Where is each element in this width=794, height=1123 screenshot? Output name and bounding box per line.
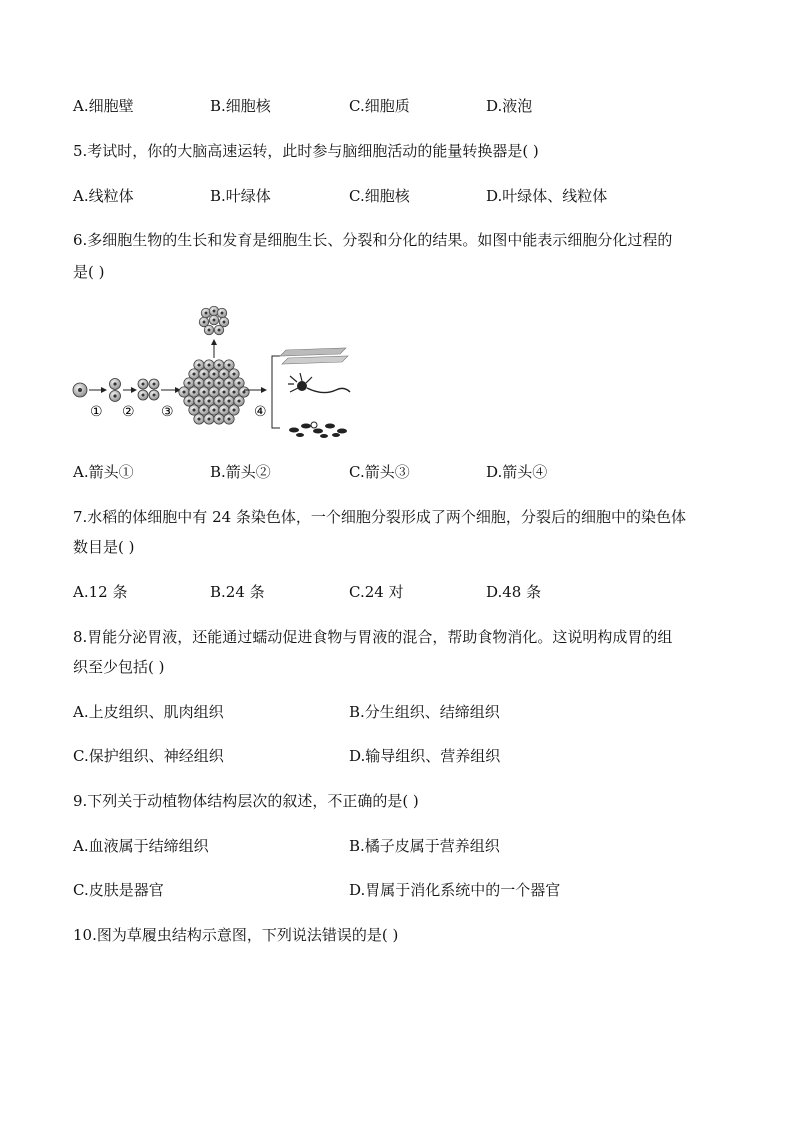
q5-option-b: B.叶绿体 xyxy=(210,187,271,205)
q6-option-a: A.箭头① xyxy=(73,463,134,481)
cell-nucleus xyxy=(223,321,226,324)
q10-stem: 10.图为草履虫结构示意图，下列说法错误的是( ) xyxy=(73,926,399,944)
cell-nucleus xyxy=(192,408,195,411)
q8-option-d: D.输导组织、营养组织 xyxy=(349,747,501,765)
cell-nucleus xyxy=(192,372,195,375)
cell-nucleus xyxy=(187,381,190,384)
label-1: ① xyxy=(90,404,103,420)
q6-stem-line2: 是( ) xyxy=(73,263,105,281)
cell-nucleus xyxy=(213,319,216,322)
q6-option-b: B.箭头② xyxy=(210,463,271,481)
cell-nucleus xyxy=(237,399,240,402)
q4-option-c: C.细胞质 xyxy=(349,97,410,115)
q4-option-a: A.细胞壁 xyxy=(73,97,134,115)
single-cell xyxy=(73,383,87,397)
q9-option-a: A.血液属于结缔组织 xyxy=(73,837,209,855)
q7-option-d: D.48 条 xyxy=(486,583,542,601)
q9-stem: 9.下列关于动植物体结构层次的叙述，不正确的是( ) xyxy=(73,792,419,810)
cell-nucleus xyxy=(217,381,220,384)
cell-nucleus xyxy=(212,372,215,375)
cell-nucleus xyxy=(217,363,220,366)
cell-nucleus xyxy=(232,408,235,411)
cell-nucleus xyxy=(207,363,210,366)
cell-nucleus xyxy=(197,417,200,420)
cell-nucleus xyxy=(202,372,205,375)
cell-nucleus xyxy=(221,312,224,315)
cell-nucleus xyxy=(208,329,211,332)
q9-option-d: D.胃属于消化系统中的一个器官 xyxy=(349,881,561,899)
q6-option-c: C.箭头③ xyxy=(349,463,410,481)
q7-stem-line1: 7.水稻的体细胞中有 24 条染色体，一个细胞分裂形成了两个细胞，分裂后的细胞中的染色体 xyxy=(73,508,686,526)
cell-nucleus xyxy=(232,390,235,393)
cell-nucleus xyxy=(217,417,220,420)
cell-nucleus xyxy=(227,399,230,402)
cell-nucleus xyxy=(202,408,205,411)
cell-nucleus xyxy=(182,390,185,393)
cell-nucleus xyxy=(207,399,210,402)
cell-nucleus xyxy=(227,381,230,384)
q6-option-d: D.箭头④ xyxy=(486,463,548,481)
cell-nucleus xyxy=(222,390,225,393)
blood-cells xyxy=(289,422,347,438)
cell-nucleus xyxy=(227,417,230,420)
label-4: ④ xyxy=(254,404,267,420)
cell-nucleus xyxy=(217,399,220,402)
cell-division-diagram xyxy=(68,298,368,448)
cell-nucleus xyxy=(232,372,235,375)
cell-nucleus xyxy=(197,399,200,402)
label-3: ③ xyxy=(161,404,174,420)
q4-option-b: B.细胞核 xyxy=(210,97,271,115)
q7-option-b: B.24 条 xyxy=(210,583,265,601)
q8-option-a: A.上皮组织、肌肉组织 xyxy=(73,703,224,721)
cell-nucleus xyxy=(207,417,210,420)
q8-option-b: B.分生组织、结缔组织 xyxy=(349,703,500,721)
nerve-cell xyxy=(288,373,350,393)
two-cells xyxy=(110,379,121,402)
q5-option-c: C.细胞核 xyxy=(349,187,410,205)
cell-nucleus xyxy=(212,390,215,393)
cell-nucleus xyxy=(197,381,200,384)
cell-nucleus xyxy=(242,390,245,393)
four-cells xyxy=(138,379,159,400)
q9-option-b: B.橘子皮属于营养组织 xyxy=(349,837,500,855)
cell-nucleus xyxy=(218,329,221,332)
bracket xyxy=(272,356,280,428)
cell-nucleus xyxy=(202,390,205,393)
cell-nucleus xyxy=(213,310,216,313)
q5-option-a: A.线粒体 xyxy=(73,187,134,205)
epithelial-tissue xyxy=(280,348,348,364)
label-2: ② xyxy=(122,404,135,420)
q8-stem-line1: 8.胃能分泌胃液，还能通过蠕动促进食物与胃液的混合，帮助食物消化。这说明构成胃的组 xyxy=(73,628,673,646)
q8-stem-line2: 织至少包括( ) xyxy=(73,658,165,676)
q7-stem-line2: 数目是( ) xyxy=(73,538,135,556)
q4-option-d: D.液泡 xyxy=(486,97,533,115)
cell-nucleus xyxy=(222,408,225,411)
q7-option-c: C.24 对 xyxy=(349,583,404,601)
q5-stem: 5.考试时，你的大脑高速运转，此时参与脑细胞活动的能量转换器是( ) xyxy=(73,142,539,160)
cell-nucleus xyxy=(192,390,195,393)
cell-nucleus xyxy=(207,381,210,384)
q7-option-a: A.12 条 xyxy=(73,583,128,601)
cell-nucleus xyxy=(205,312,208,315)
q5-option-d: D.叶绿体、线粒体 xyxy=(486,187,608,205)
q9-option-c: C.皮肤是器官 xyxy=(73,881,164,899)
cell-nucleus xyxy=(222,372,225,375)
cell-nucleus xyxy=(212,408,215,411)
q6-stem-line1: 6.多细胞生物的生长和发育是细胞生长、分裂和分化的结果。如图中能表示细胞分化过程的 xyxy=(73,231,673,249)
cell-nucleus xyxy=(197,363,200,366)
q8-option-c: C.保护组织、神经组织 xyxy=(73,747,224,765)
cell-nucleus xyxy=(203,321,206,324)
cell-nucleus xyxy=(227,363,230,366)
top-cell-cluster xyxy=(199,306,229,335)
cell-nucleus xyxy=(187,399,190,402)
cell-nucleus xyxy=(237,381,240,384)
cell-cluster xyxy=(179,360,249,424)
